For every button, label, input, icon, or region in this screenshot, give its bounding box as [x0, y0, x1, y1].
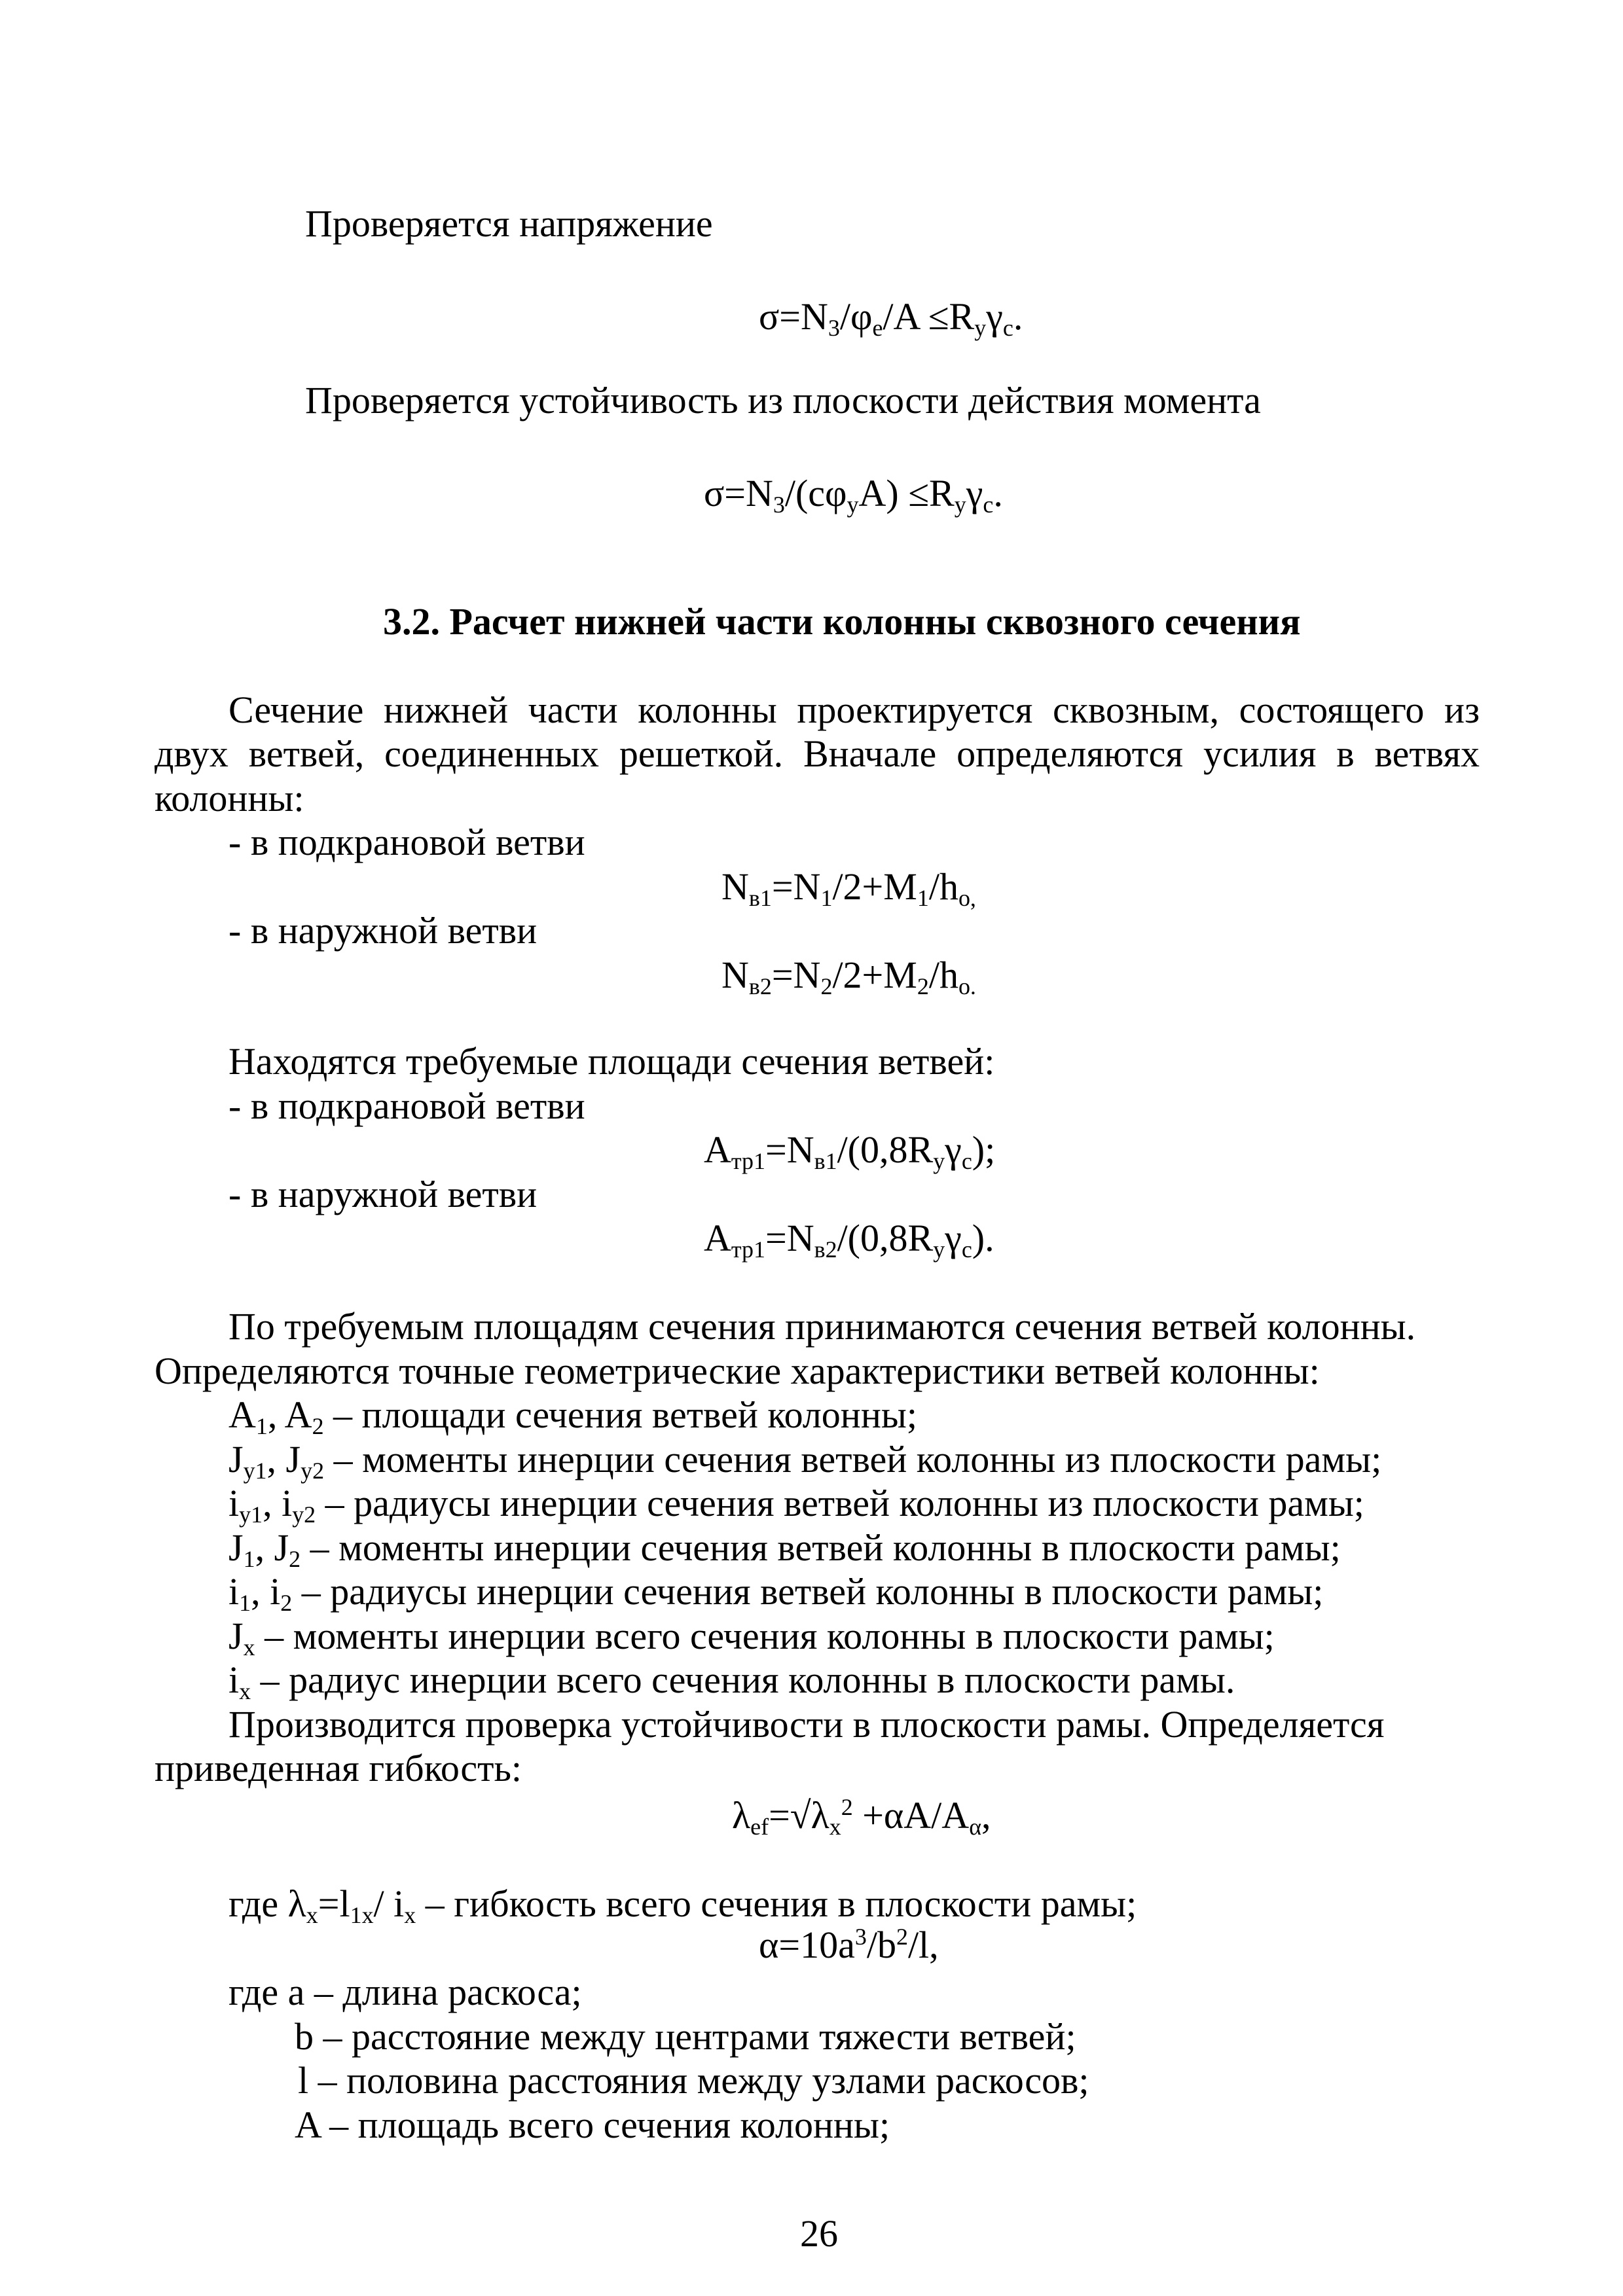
paragraph-line: [228, 1304, 1415, 1349]
text-run: .: [993, 472, 1003, 514]
text-run: b – расстояние между центрами тяжести ветвей;: [295, 2015, 1076, 2058]
paragraph-line: [228, 1702, 1384, 1747]
where-item: [298, 2058, 1089, 2103]
text-run: Проверяется напряжение: [305, 202, 713, 245]
text-run: По требуемым площадям сечения принимаются сечения ветвей колонны.: [228, 1305, 1416, 1348]
text-run: , J: [255, 1526, 289, 1569]
text-run: - в наружной ветви: [228, 1173, 538, 1215]
formula-a2: [704, 1216, 994, 1261]
text-run: – радиусы инерции сечения ветвей колонны из плоскости рамы;: [316, 1482, 1364, 1524]
subscript: x: [239, 1678, 251, 1705]
page-number: [800, 2212, 838, 2256]
text-run: /h: [928, 954, 958, 996]
text-run: N: [721, 954, 749, 996]
subscript: y: [974, 315, 987, 342]
text-run: λ: [732, 1794, 751, 1837]
text-run: =√λ: [769, 1794, 830, 1837]
text-run: /b: [866, 1924, 896, 1966]
text-run: γ: [966, 472, 983, 514]
text-run: /A ≤R: [883, 295, 975, 338]
text-run: =N: [765, 1128, 814, 1171]
subscript: 1: [917, 885, 929, 912]
text-line: [305, 378, 1261, 423]
subscript: y: [847, 492, 859, 518]
text-run: σ=N: [704, 472, 773, 514]
subscript: 1x: [350, 1902, 374, 1929]
text-run: где λ: [228, 1882, 306, 1925]
text-run: - в подкрановой ветви: [228, 1085, 585, 1127]
text-run: – моменты инерции всего сечения колонны в плоскости рамы;: [255, 1615, 1275, 1657]
subscript: c: [961, 1236, 972, 1263]
subscript: y2: [301, 1458, 325, 1484]
text-run: /2+M: [832, 865, 917, 908]
text-run: i: [228, 1659, 240, 1701]
paragraph-line: [155, 732, 1480, 776]
text-run: );: [972, 1128, 996, 1171]
text-run: – радиусы инерции сечения ветвей колонны в плоскости рамы;: [292, 1570, 1324, 1613]
definition-item: [228, 1437, 1381, 1482]
subscript: y2: [292, 1501, 316, 1528]
superscript: 2: [896, 1924, 908, 1950]
text-run: - в наружной ветви: [228, 909, 538, 952]
subscript: 3: [773, 492, 785, 518]
section-heading: [383, 600, 1300, 644]
text-run: колонны:: [155, 777, 304, 819]
text-run: Находятся требуемые площади сечения ветвей:: [228, 1040, 995, 1083]
formula-stress: [759, 295, 1023, 342]
subscript: 1: [243, 1546, 255, 1573]
subscript: 1: [239, 1590, 251, 1617]
text-run: γ: [945, 1217, 962, 1259]
text-line: [228, 1039, 994, 1084]
subscript: y1: [243, 1458, 267, 1484]
subscript: тр1: [731, 1236, 765, 1263]
where-item: [228, 1970, 582, 2015]
subscript: 2: [312, 1413, 324, 1440]
subscript: x: [243, 1634, 255, 1661]
text-run: /(0,8R: [837, 1217, 934, 1259]
text-run: ,: [981, 1794, 991, 1837]
paragraph-line: [155, 1746, 522, 1791]
subscript: o,: [958, 885, 976, 912]
text-run: N: [721, 865, 749, 908]
subscript: e: [872, 315, 883, 342]
list-item: [228, 1172, 537, 1217]
text-run: - в подкрановой ветви: [228, 821, 585, 863]
text-run: /(0,8R: [837, 1128, 934, 1171]
subscript: c: [1002, 315, 1013, 342]
formula-lambda-ef: [732, 1793, 991, 1838]
text-run: – радиус инерции всего сечения колонны в плоскости рамы.: [251, 1659, 1235, 1701]
text-run: Определяются точные геометрические характеристики ветвей колонны:: [155, 1350, 1320, 1392]
text-run: =N: [765, 1217, 814, 1259]
definition-item: [228, 1570, 1324, 1617]
superscript: 3: [854, 1924, 867, 1950]
definition-item: [228, 1393, 917, 1440]
superscript: 2: [841, 1794, 853, 1821]
formula-nv1: [721, 865, 976, 912]
subscript: o.: [958, 973, 976, 1000]
subscript: 2: [917, 973, 929, 1000]
text-run: =N: [771, 954, 821, 996]
subscript: y1: [239, 1501, 263, 1528]
text-run: A – площадь всего сечения колонны;: [295, 2104, 890, 2146]
text-run: где a – длина раскоса;: [228, 1971, 582, 2013]
subscript: 2: [280, 1590, 293, 1617]
definition-item: [228, 1526, 1341, 1573]
subscript: x: [829, 1814, 841, 1840]
subscript: c: [983, 492, 994, 518]
subscript: x: [306, 1902, 318, 1929]
subscript: ef: [750, 1814, 769, 1840]
formula-nv2: [721, 953, 976, 1000]
text-run: σ=N: [759, 295, 828, 338]
subscript: y: [954, 492, 966, 518]
paragraph-line: [228, 688, 1480, 732]
text-run: A: [228, 1393, 256, 1436]
text-run: – моменты инерции сечения ветвей колонны в плоскости рамы;: [301, 1526, 1341, 1569]
text-run: приведенная гибкость:: [155, 1747, 522, 1789]
subscript: 1: [255, 1413, 268, 1440]
subscript: y: [933, 1148, 945, 1175]
subscript: x: [404, 1902, 416, 1929]
text-run: /h: [928, 865, 958, 908]
text-run: Производится проверка устойчивости в плоскости рамы. Определяется: [228, 1703, 1385, 1746]
text-run: – гибкость всего сечения в плоскости рамы;: [416, 1882, 1137, 1925]
text-run: α=10a: [759, 1924, 855, 1966]
text-run: /φ: [839, 295, 873, 338]
text-run: Проверяется устойчивость из плоскости действия момента: [305, 379, 1261, 422]
text-run: =N: [771, 865, 821, 908]
formula-alpha: [759, 1923, 939, 1967]
text-run: .: [1013, 295, 1023, 338]
subscript: в2: [814, 1236, 837, 1263]
text-run: J: [228, 1615, 244, 1657]
subscript: y: [933, 1236, 945, 1263]
where-item: [228, 1882, 1137, 1929]
text-run: A: [704, 1217, 731, 1259]
subscript: α: [969, 1814, 982, 1840]
text-run: – моменты инерции сечения ветвей колонны из плоскости рамы;: [324, 1438, 1382, 1480]
text-run: /(cφ: [784, 472, 847, 514]
text-run: A) ≤R: [858, 472, 955, 514]
definition-item: [228, 1658, 1235, 1705]
text-run: γ: [945, 1128, 962, 1171]
text-run: , J: [266, 1438, 301, 1480]
definition-item: [228, 1481, 1364, 1526]
text-run: +αA/A: [852, 1794, 970, 1837]
list-item: [228, 820, 585, 865]
text-run: i: [228, 1570, 240, 1613]
text-run: J: [228, 1526, 244, 1569]
subscript: 2: [820, 973, 833, 1000]
list-item: [228, 908, 537, 953]
where-item: [295, 2015, 1076, 2059]
subscript: в1: [748, 885, 772, 912]
subscript: 1: [820, 885, 833, 912]
paragraph-line: [155, 776, 304, 821]
subscript: 3: [828, 315, 840, 342]
definition-item: [228, 1614, 1275, 1659]
text-run: l – половина расстояния между узлами раскосов;: [298, 2059, 1089, 2102]
text-run: – площади сечения ветвей колонны;: [323, 1393, 917, 1436]
text-run: двух ветвей, соединенных решеткой. Вначале определяются усилия в ветвях: [155, 732, 1480, 775]
text-run: ).: [972, 1217, 994, 1259]
text-run: /2+M: [832, 954, 917, 996]
subscript: 2: [289, 1546, 301, 1573]
text-run: Сечение нижней части колонны проектируется сквозным, состоящего из: [228, 689, 1480, 731]
list-item: [228, 1084, 585, 1128]
text-run: 26: [800, 2212, 838, 2255]
paragraph-line: [155, 1349, 1320, 1393]
text-run: i: [228, 1482, 240, 1524]
text-run: γ: [986, 295, 1003, 338]
where-item: [295, 2103, 890, 2147]
text-run: , A: [267, 1393, 312, 1436]
subscript: c: [961, 1148, 972, 1175]
text-run: =l: [318, 1882, 350, 1925]
text-run: / i: [373, 1882, 405, 1925]
text-run: J: [228, 1438, 244, 1480]
text-run: , i: [263, 1482, 293, 1524]
text-run: 3.2. Расчет нижней части колонны сквозного сечения: [383, 600, 1301, 643]
text-run: A: [704, 1128, 731, 1171]
text-run: , i: [251, 1570, 281, 1613]
text-run: /l,: [907, 1924, 939, 1966]
formula-a1: [704, 1128, 996, 1175]
subscript: в2: [748, 973, 772, 1000]
formula-stability: [704, 471, 1003, 516]
subscript: в1: [814, 1148, 837, 1175]
text-line: [305, 202, 713, 246]
subscript: тр1: [731, 1148, 765, 1175]
